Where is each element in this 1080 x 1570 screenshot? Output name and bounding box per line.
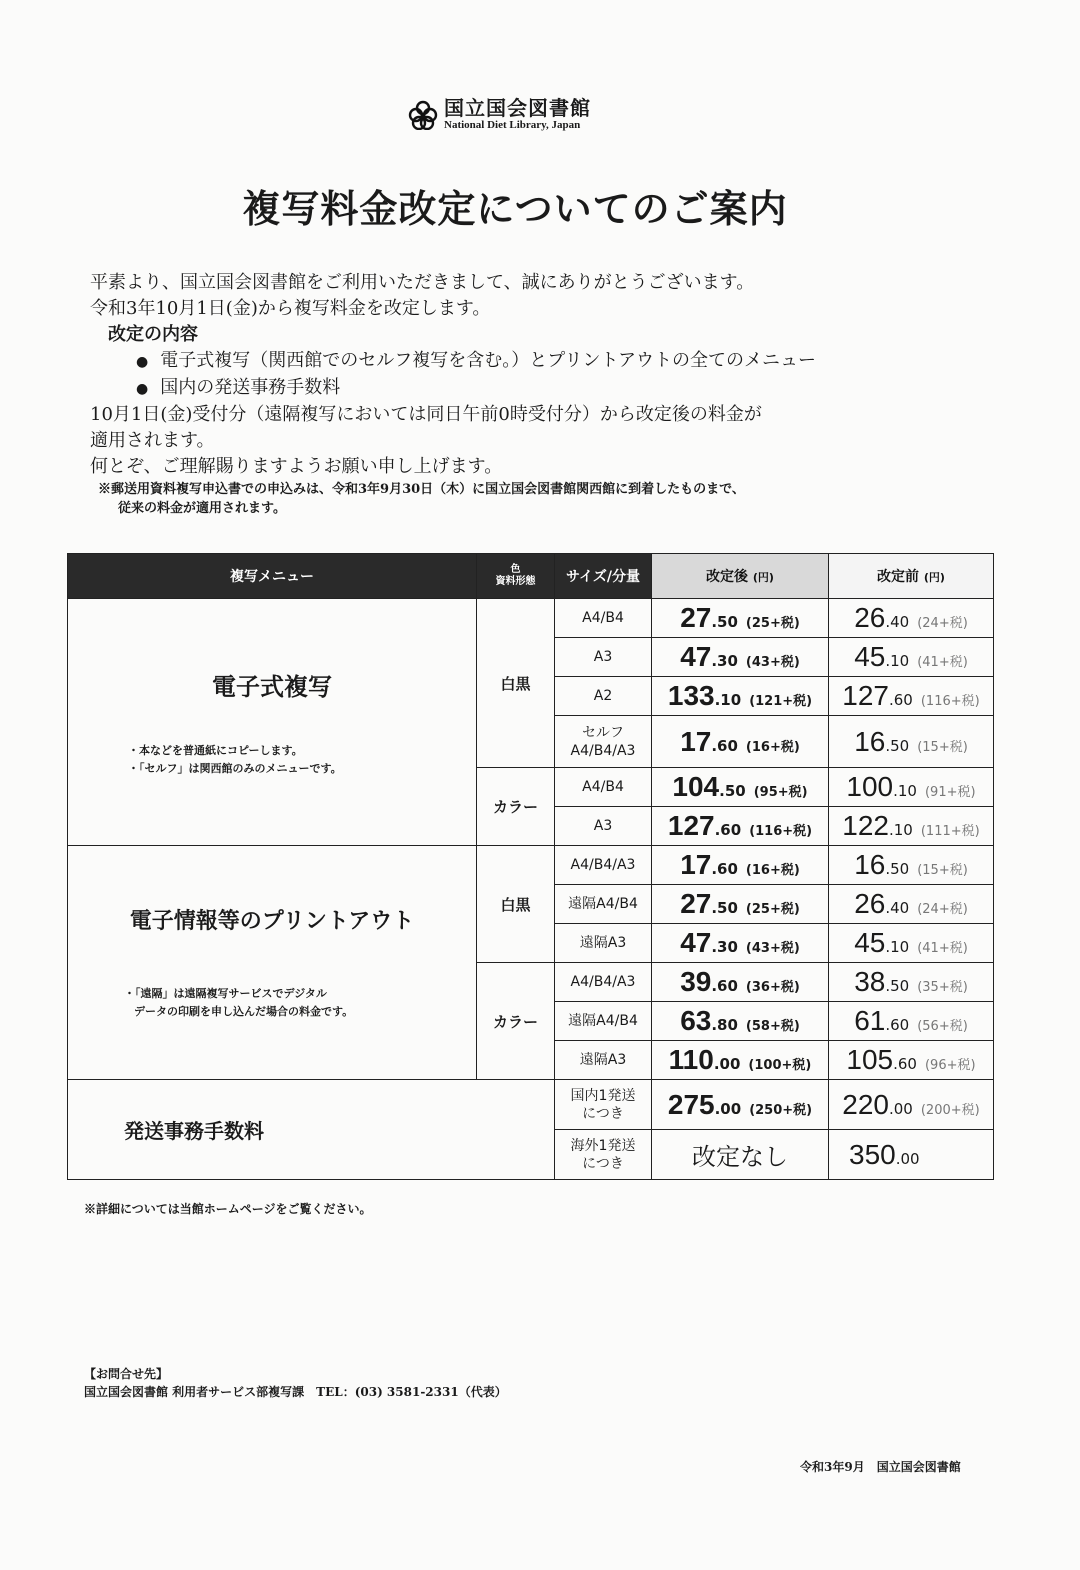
price-after xyxy=(652,716,829,768)
price-after-text: 改定なし xyxy=(692,1143,788,1171)
price-before-tax: (24+税) xyxy=(917,616,968,631)
size-line-2: につき xyxy=(582,1105,624,1122)
size-cell: A4/B4 xyxy=(555,599,652,638)
price-before-int: 350 xyxy=(849,1138,896,1170)
size-cell: A3 xyxy=(555,807,652,846)
header-color-bottom: 資料形態 xyxy=(495,576,536,587)
size-cell: A3 xyxy=(555,638,652,677)
price-after xyxy=(652,1002,829,1041)
price-before-dec: .50 xyxy=(885,860,910,878)
intro-note-2: 従来の料金が適用されます。 xyxy=(118,501,286,516)
contact-label: 【お問合せ先】 xyxy=(84,1367,169,1381)
header-size: サイズ/分量 xyxy=(555,554,652,599)
size-cell: 遠隔A4/B4 xyxy=(555,1002,652,1041)
price-after-dec: .00 xyxy=(713,1055,741,1073)
price-after xyxy=(652,1130,829,1180)
size-cell: 遠隔A3 xyxy=(555,1041,652,1080)
price-before-int: 122 xyxy=(842,810,889,841)
intro-note-1: ※郵送用資料複写申込書での申込みは、令和3年9月30日（木）に国立国会図書館関西館に到着したものまで、 xyxy=(98,482,745,497)
price-after-dec: .80 xyxy=(711,1016,738,1034)
price-after-int: 47 xyxy=(680,641,712,672)
header-before xyxy=(829,554,994,599)
price-after-int: 47 xyxy=(680,927,712,958)
price-after-dec: .50 xyxy=(719,782,746,800)
price-before xyxy=(829,1041,994,1080)
color-color: カラー xyxy=(477,963,555,1080)
price-before-tax: (41+税) xyxy=(917,655,968,670)
intro-line-5: 何とぞ、ご理解賜りますようお願い申し上げます。 xyxy=(90,456,503,477)
price-before-int: 220 xyxy=(842,1088,889,1120)
price-after xyxy=(652,924,829,963)
price-before xyxy=(829,924,994,963)
price-before-dec: .50 xyxy=(885,736,910,755)
price-before-dec: .10 xyxy=(893,782,917,800)
menu-print-name: 電子情報等のプリントアウト xyxy=(129,909,415,934)
price-after xyxy=(652,599,829,638)
intro-bullet-1: ● 電子式複写（関西館でのセルフ複写を含む。）とプリントアウトの全てのメニュー xyxy=(90,348,1010,375)
color-mono: 白黒 xyxy=(477,599,555,768)
header-after-yen: (円) xyxy=(752,571,774,584)
price-after xyxy=(652,638,829,677)
price-before-dec: .60 xyxy=(893,1055,917,1073)
price-before-tax: (41+税) xyxy=(917,941,968,956)
price-before-tax: (96+税) xyxy=(924,1058,976,1073)
price-after xyxy=(652,885,829,924)
price-after xyxy=(652,677,829,716)
price-before-int: 105 xyxy=(846,1044,894,1075)
price-before xyxy=(829,1002,994,1041)
price-after-int: 133 xyxy=(667,680,715,711)
price-before xyxy=(829,768,994,807)
menu-print-note-1: ・「遠隔」は遠隔複写サービスでデジタル xyxy=(124,987,327,1000)
price-before xyxy=(829,1130,994,1180)
price-after xyxy=(652,963,829,1002)
price-before xyxy=(829,846,994,885)
header-after xyxy=(652,554,829,599)
price-after-tax: (16+税) xyxy=(745,863,800,878)
price-before-tax: (111+税) xyxy=(920,824,980,839)
intro-line-3: 10月1日(金)受付分（遠隔複写においては同日午前0時受付分）から改定後の料金が xyxy=(90,404,762,425)
ndl-logo xyxy=(408,98,591,131)
price-before-int: 38 xyxy=(854,966,886,997)
price-after-tax: (25+税) xyxy=(745,616,800,631)
size-line-1: セルフ xyxy=(582,724,624,741)
price-before-dec: .60 xyxy=(885,1016,910,1034)
price-after-dec: .30 xyxy=(711,652,738,670)
price-before-int: 127 xyxy=(842,680,889,711)
price-before xyxy=(829,716,994,768)
price-before xyxy=(829,677,994,716)
price-after-tax: (16+税) xyxy=(745,739,800,755)
price-after xyxy=(652,1080,829,1130)
size-cell: A4/B4/A3 xyxy=(555,846,652,885)
color-mono: 白黒 xyxy=(477,846,555,963)
price-after-int: 17 xyxy=(680,849,712,880)
contact-block xyxy=(84,1365,507,1401)
menu-denshi-note-1: ・本などを普通紙にコピーします。 xyxy=(128,743,303,757)
footer-date: 令和3年9月 国立国会図書館 xyxy=(800,1460,961,1474)
price-before-int: 16 xyxy=(854,849,886,880)
price-after-int: 63 xyxy=(680,1005,712,1036)
table-header-row xyxy=(68,554,994,599)
price-after-dec: .30 xyxy=(711,938,738,956)
header-color-top: 色 xyxy=(510,564,521,575)
price-after-dec: .00 xyxy=(714,1099,742,1118)
intro-subheading: 改定の内容 xyxy=(108,324,198,345)
price-before xyxy=(829,1080,994,1130)
size-cell: A4/B4 xyxy=(555,768,652,807)
price-before-dec: .60 xyxy=(889,691,913,709)
price-before-dec: .40 xyxy=(885,899,910,917)
price-after-int: 104 xyxy=(672,771,720,802)
size-line-1: 海外1発送 xyxy=(570,1137,636,1154)
size-cell: 遠隔A4/B4 xyxy=(555,885,652,924)
size-cell: 遠隔A3 xyxy=(555,924,652,963)
logo-english: National Diet Library, Japan xyxy=(444,119,581,131)
price-after-dec: .10 xyxy=(714,691,742,709)
header-before-label: 改定前 xyxy=(877,569,920,585)
table-row xyxy=(68,846,994,885)
footnote: ※詳細については当館ホームページをご覧ください。 xyxy=(84,1202,372,1216)
size-cell xyxy=(555,1080,652,1130)
price-after-tax: (25+税) xyxy=(745,902,800,917)
price-after-tax: (95+税) xyxy=(753,785,808,800)
price-after-dec: .60 xyxy=(711,977,738,995)
price-before-tax: (200+税) xyxy=(920,1102,980,1118)
intro-line-1: 平素より、国立国会図書館をご利用いただきまして、誠にありがとうございます。 xyxy=(90,272,755,293)
price-table xyxy=(67,553,994,1180)
price-before-tax: (116+税) xyxy=(920,694,980,709)
menu-denshi-notes xyxy=(68,742,476,778)
size-line-2: につき xyxy=(582,1155,624,1172)
price-before-dec: .10 xyxy=(889,821,913,839)
page-title: 複写料金改定についてのご案内 xyxy=(242,186,788,231)
intro-bullet-2: ● 国内の発送事務手数料 xyxy=(90,375,1010,402)
price-after xyxy=(652,1041,829,1080)
ndl-flower-icon xyxy=(408,100,438,130)
intro-text xyxy=(90,270,1010,518)
price-before xyxy=(829,638,994,677)
price-after-dec: .60 xyxy=(711,736,738,755)
price-before-int: 45 xyxy=(854,641,886,672)
size-line-1: 国内1発送 xyxy=(570,1087,636,1104)
color-color: カラー xyxy=(477,768,555,846)
menu-denshi-name: 電子式複写 xyxy=(212,672,332,701)
price-after-int: 27 xyxy=(680,888,712,919)
price-after-int: 127 xyxy=(667,810,715,841)
price-before xyxy=(829,599,994,638)
header-after-label: 改定後 xyxy=(706,569,749,585)
header-menu: 複写メニュー xyxy=(68,554,477,599)
header-before-yen: (円) xyxy=(923,571,945,584)
menu-print-notes xyxy=(68,985,476,1021)
header-color xyxy=(477,554,555,599)
price-after-tax: (121+税) xyxy=(749,694,813,709)
price-after-dec: .60 xyxy=(711,860,738,878)
price-after-tax: (100+税) xyxy=(748,1058,812,1073)
size-cell: A2 xyxy=(555,677,652,716)
price-before-dec: .00 xyxy=(889,1099,913,1118)
intro-line-2: 令和3年10月1日(金)から複写料金を改定します。 xyxy=(90,298,491,319)
price-after-int: 17 xyxy=(680,725,712,757)
menu-shipping-name: 発送事務手数料 xyxy=(124,1119,264,1143)
menu-print xyxy=(68,846,477,1080)
price-after xyxy=(652,846,829,885)
menu-denshi-note-2: ・「セルフ」は関西館のみのメニューです。 xyxy=(128,761,342,775)
price-before-tax: (91+税) xyxy=(924,785,976,800)
price-after-int: 110 xyxy=(668,1044,714,1075)
price-before-dec: .40 xyxy=(885,613,910,631)
price-after-dec: .50 xyxy=(711,899,738,917)
price-before-int: 16 xyxy=(854,725,886,757)
price-after-tax: (58+税) xyxy=(745,1019,800,1034)
price-after-dec: .60 xyxy=(714,821,742,839)
price-after-tax: (36+税) xyxy=(745,980,800,995)
price-after-tax: (250+税) xyxy=(749,1102,813,1118)
price-before-dec: .50 xyxy=(885,977,910,995)
price-before-dec: .10 xyxy=(885,938,910,956)
contact-line: 国立国会図書館 利用者サービス部複写課 TEL：(03) 3581-2331（代表） xyxy=(84,1385,507,1399)
size-cell xyxy=(555,1130,652,1180)
price-before-int: 45 xyxy=(854,927,886,958)
size-cell: A4/B4/A3 xyxy=(555,963,652,1002)
price-after-int: 275 xyxy=(667,1088,715,1120)
price-after xyxy=(652,807,829,846)
table-row xyxy=(68,1080,994,1130)
price-before xyxy=(829,807,994,846)
menu-denshi xyxy=(68,599,477,846)
price-before-tax: (15+税) xyxy=(917,739,968,755)
menu-shipping xyxy=(68,1080,555,1180)
price-before-tax: (56+税) xyxy=(917,1019,968,1034)
logo-japanese: 国立国会図書館 xyxy=(444,96,591,120)
intro-line-4: 適用されます。 xyxy=(90,430,215,451)
table-row xyxy=(68,599,994,638)
price-before-tax: (15+税) xyxy=(917,863,968,878)
price-before-int: 100 xyxy=(846,771,894,802)
price-before-tax: (35+税) xyxy=(917,980,968,995)
price-after-tax: (43+税) xyxy=(745,655,800,670)
price-before-dec: .00 xyxy=(895,1149,920,1168)
price-before xyxy=(829,963,994,1002)
price-after xyxy=(652,768,829,807)
price-after-int: 39 xyxy=(680,966,712,997)
price-before-int: 61 xyxy=(854,1005,886,1036)
price-after-tax: (43+税) xyxy=(745,941,800,956)
price-before-int: 26 xyxy=(854,602,886,633)
size-line-2: A4/B4/A3 xyxy=(570,742,636,759)
price-after-tax: (116+税) xyxy=(749,824,813,839)
price-before xyxy=(829,885,994,924)
price-after-int: 27 xyxy=(680,602,712,633)
price-after-dec: .50 xyxy=(711,613,738,631)
price-before-dec: .10 xyxy=(885,652,910,670)
menu-print-note-2: データの印刷を申し込んだ場合の料金です。 xyxy=(134,1005,354,1018)
price-before-int: 26 xyxy=(854,888,886,919)
price-before-tax: (24+税) xyxy=(917,902,968,917)
size-cell xyxy=(555,716,652,768)
